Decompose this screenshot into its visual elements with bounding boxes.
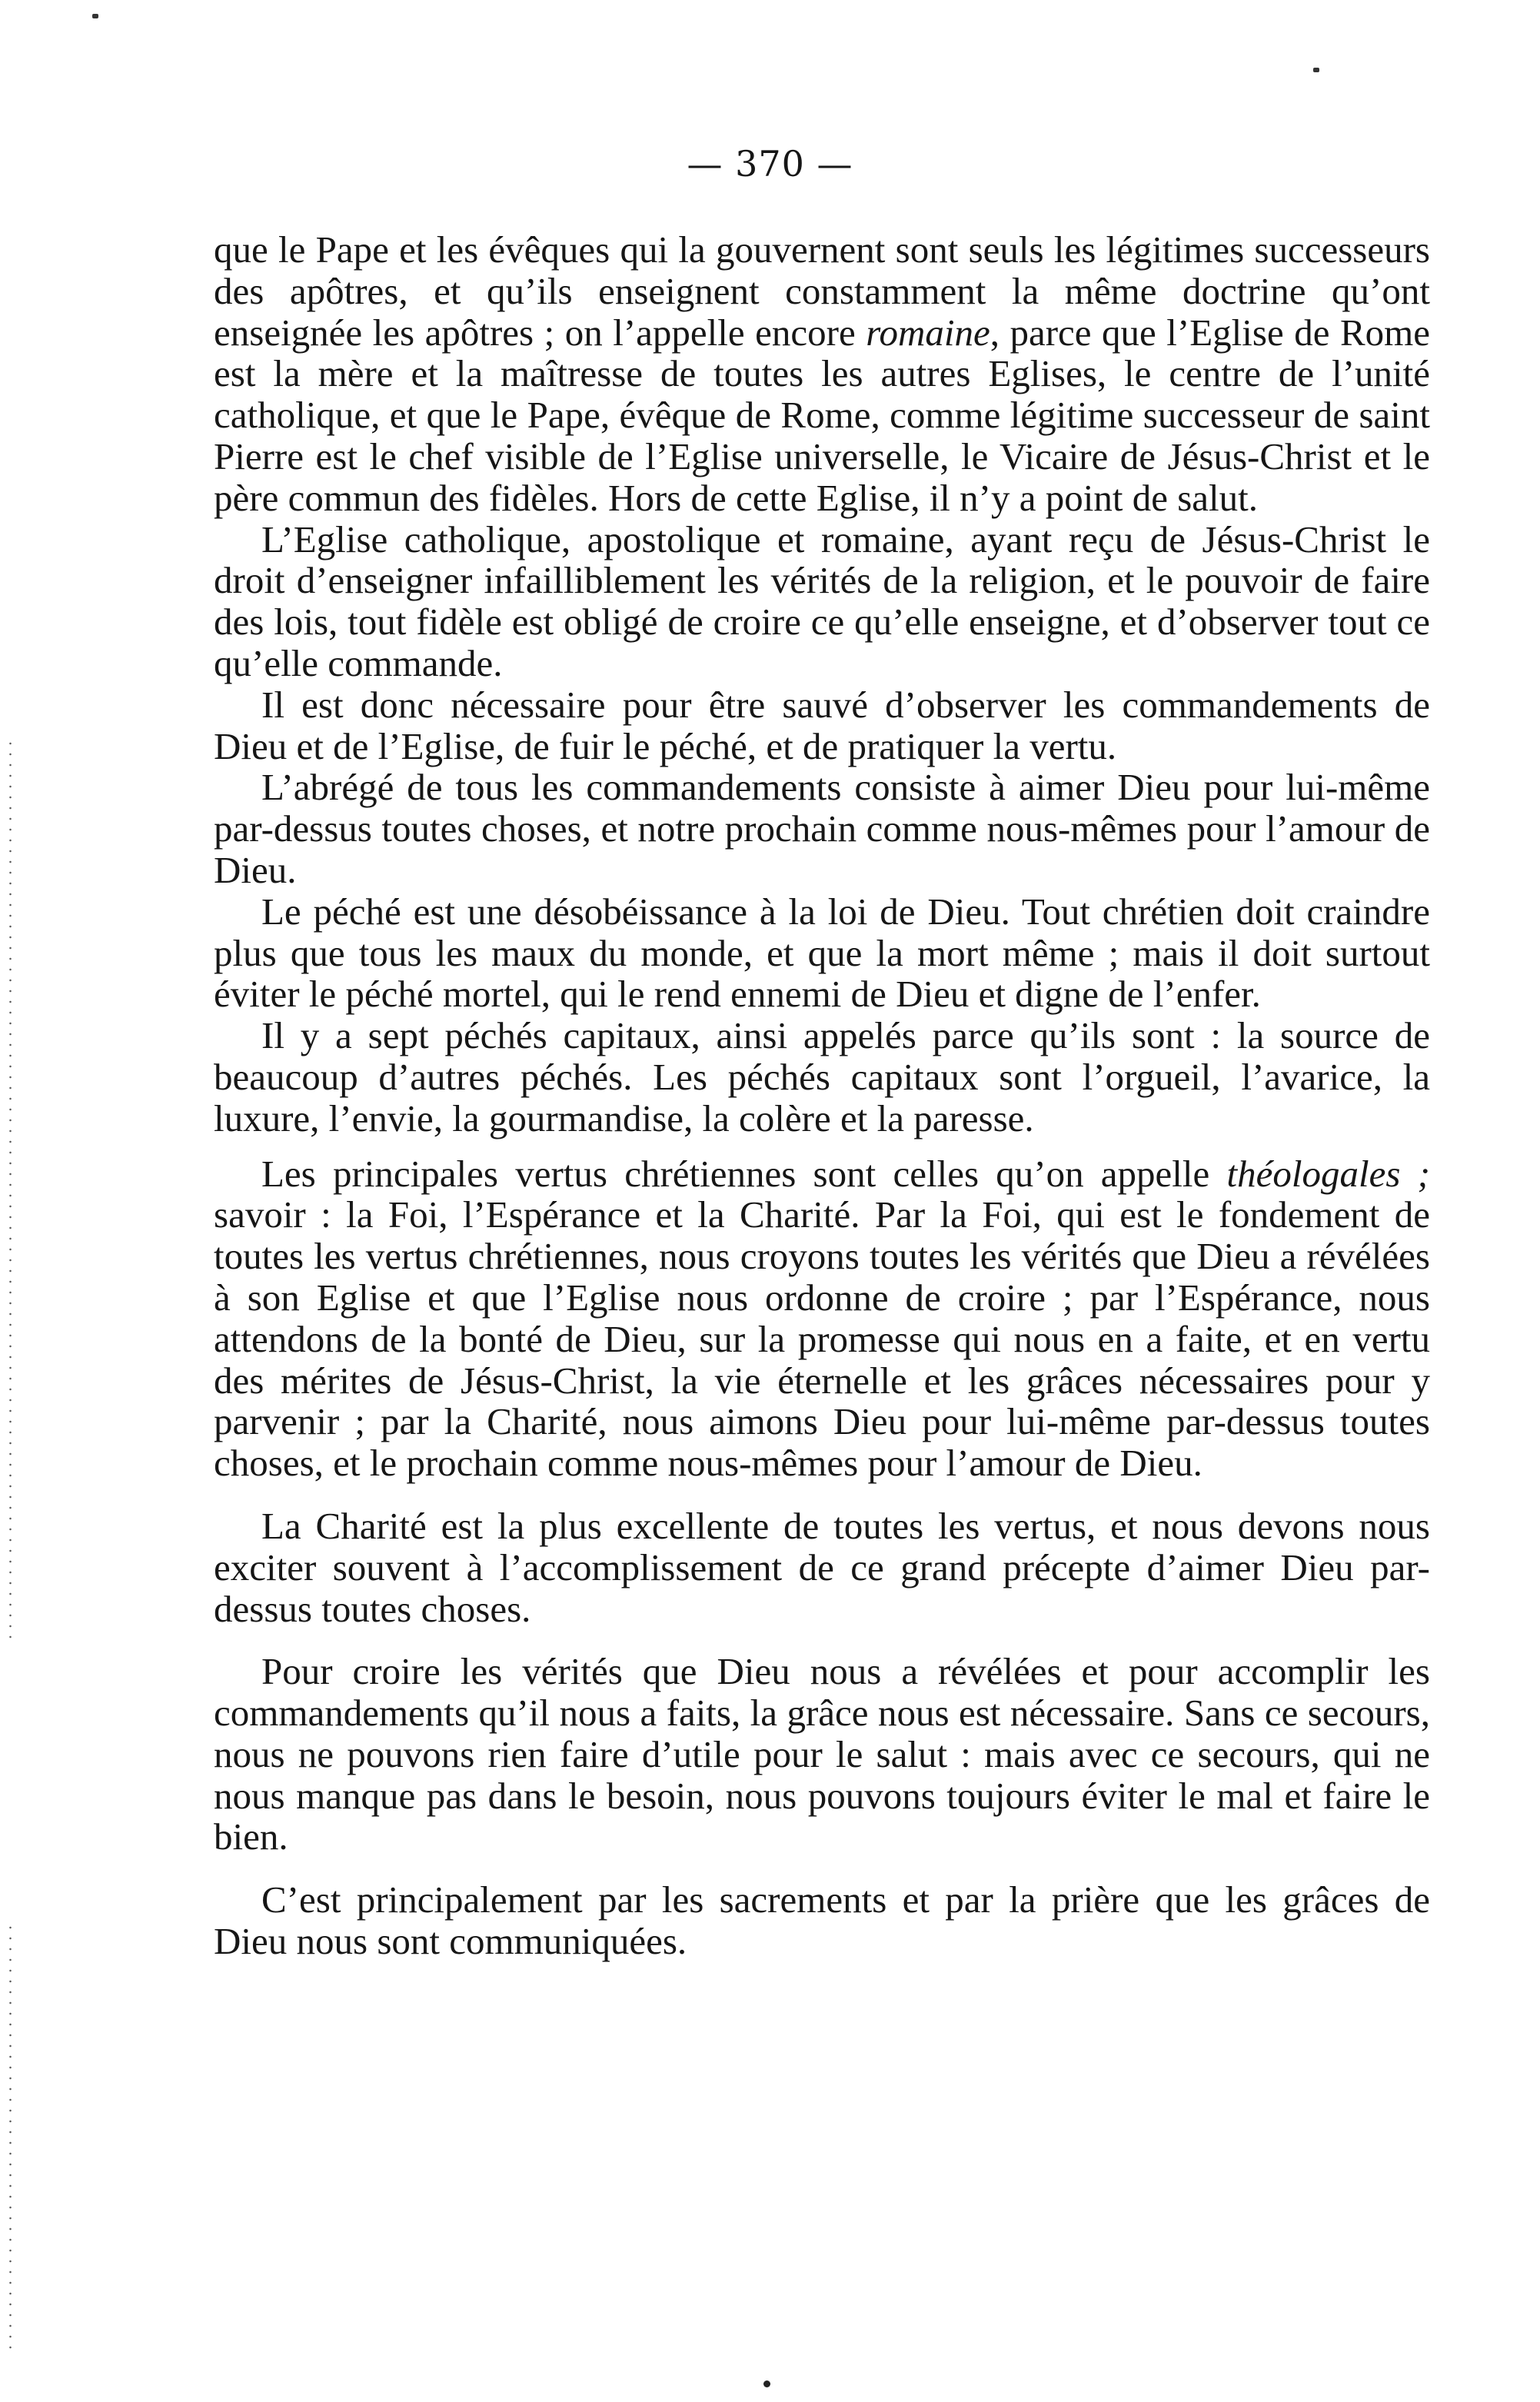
paragraph-7-text-a: Les principales vertus chrétiennes sont celles qu’on appelle <box>261 1152 1227 1195</box>
paragraph-1-text-b: , parce que l’Eglise de Rome est la mère et la maîtresse de toutes les autres Eglises, le centre de l’unité catholique, et que le Pape, évêque de Rome, comme légitime successeur de saint Pierre est le chef visible de l’Eglise universelle, le Vicaire de Jésus-Christ et le père commun des fidèles. Hors de cette Eglise, il n’y a point de salut. <box>214 311 1431 519</box>
paragraph-7 <box>214 1153 1430 1484</box>
left-edge-speckles <box>9 738 12 1645</box>
page-number: — 370 — <box>687 143 853 185</box>
paragraph-5: Le péché est une désobéissance à la loi de Dieu. Tout chrétien doit craindre plus que tous les maux du monde, et que la mort même ; mais il doit surtout éviter le péché mortel, qui le rend ennemi de Dieu et digne de l’enfer. <box>214 890 1430 1016</box>
paragraph-4: L’abrégé de tous les commandements consiste à aimer Dieu pour lui-même par-dessus toutes choses, et notre prochain comme nous-mêmes pour l’amour de Dieu. <box>214 766 1430 891</box>
paragraph-9: Pour croire les vérités que Dieu nous a révélées et pour accomplir les commandements qu’il nous a faits, la grâce nous est nécessaire. Sans ce secours, nous ne pouvons rien faire d’utile pour le salut : mais avec ce secours, qui ne nous manque pas dans le besoin, nous pouvons toujours éviter le mal et faire le bien. <box>214 1650 1430 1858</box>
paragraph-1-italic-word: romaine <box>866 311 990 354</box>
body-text <box>214 229 1430 1962</box>
bottom-printer-dot <box>763 2380 770 2387</box>
paragraph-8: La Charité est la plus excellente de toutes les vertus, et nous devons nous exciter souvent à l’accomplissement de ce grand précepte d’aimer Dieu par-dessus toutes choses. <box>214 1504 1430 1630</box>
corner-speck-top-left <box>92 14 98 18</box>
paragraph-10: C’est principalement par les sacrements et par la prière que les grâces de Dieu nous sont communiquées. <box>214 1878 1430 1963</box>
paragraph-2: L’Eglise catholique, apostolique et romaine, ayant reçu de Jésus-Christ le droit d’enseigner infailliblement les vérités de la religion, et le pouvoir de faire des lois, tout fidèle est obligé de croire ce qu’elle enseigne, et d’observer tout ce qu’elle commande. <box>214 517 1430 684</box>
paragraph-1 <box>214 229 1430 519</box>
corner-speck-top-right <box>1313 68 1319 72</box>
paragraph-7-text-b: savoir : la Foi, l’Espérance et la Charité. Par la Foi, qui est le fondement de toutes les vertus chrétiennes, nous croyons toutes les vérités que Dieu a révélées à son Eglise et que l’Eglise nous ordonne de croire ; par l’Espérance, nous attendons de la bonté de Dieu, sur la promesse qui nous en a faite, et en vertu des mérites de Jésus-Christ, la vie éternelle et les grâces nécessaires pour y parvenir ; par la Charité, nous aimons Dieu pour lui-même par-dessus toutes choses, et le prochain comme nous-mêmes pour l’amour de Dieu. <box>214 1193 1430 1485</box>
paragraph-3: Il est donc nécessaire pour être sauvé d’observer les commandements de Dieu et de l’Eglise, de fuir le péché, et de pratiquer la vertu. <box>214 683 1430 767</box>
paragraph-7-italic-word: théologales ; <box>1226 1152 1430 1195</box>
left-edge-speckles-lower <box>9 1922 12 2353</box>
paragraph-1-text-a: que le Pape et les évêques qui la gouvernent sont seuls les légitimes successeurs des apôtres, et qu’ils enseignent constamment la même doctrine qu’ont enseignée les apôtres ; on l’appelle encore <box>214 228 1430 354</box>
paragraph-6: Il y a sept péchés capitaux, ainsi appelés parce qu’ils sont : la source de beaucoup d’autres péchés. Les péchés capitaux sont l’orgueil, l’avarice, la luxure, l’envie, la gourmandise, la colère et la paresse. <box>214 1014 1430 1139</box>
